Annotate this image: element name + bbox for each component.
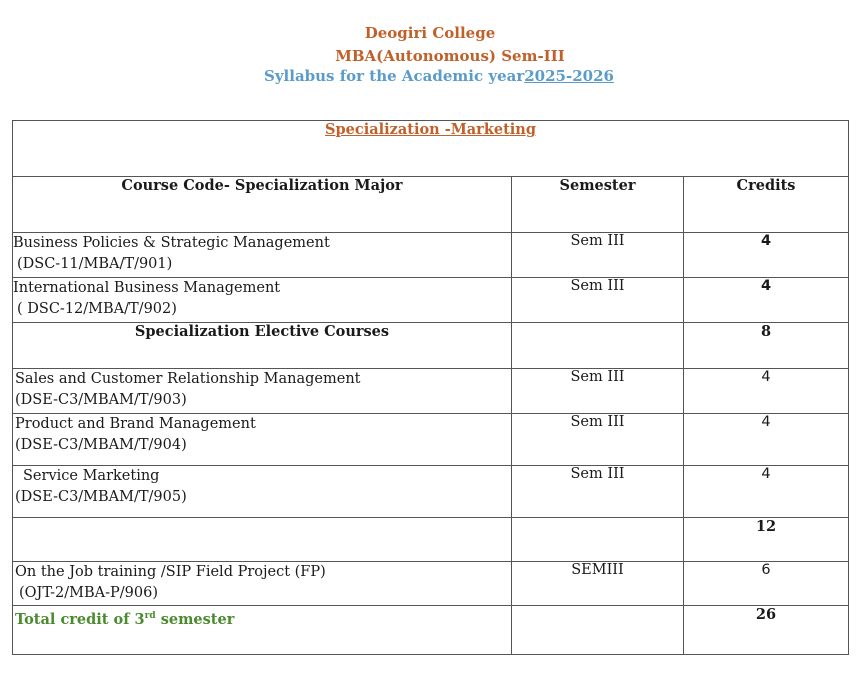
subtotal-credits: 12 <box>684 518 849 562</box>
course-code: (DSE-C3/MBAM/T/903) <box>15 392 187 408</box>
semester-cell: Sem III <box>512 233 684 278</box>
course-cell <box>13 466 512 518</box>
total-credit-label: Total credit of 3rd semester <box>15 610 235 628</box>
total-credits: 26 <box>684 606 849 655</box>
credits-cell: 4 <box>684 278 849 323</box>
training-row <box>13 562 849 606</box>
course-cell <box>13 414 512 466</box>
course-name: Product and Brand Management <box>15 416 256 432</box>
course-name: Business Policies & Strategic Management <box>13 235 330 251</box>
semester-cell: Sem III <box>512 278 684 323</box>
specialization-title: Specialization -Marketing <box>325 121 536 138</box>
course-code: (DSE-C3/MBAM/T/905) <box>15 489 187 505</box>
credits-cell: 4 <box>684 233 849 278</box>
credits-cell: 4 <box>684 369 849 414</box>
semester-cell: Sem III <box>512 466 684 518</box>
college-name: Deogiri College <box>364 24 496 42</box>
table-row <box>13 414 849 466</box>
specialization-row <box>13 121 849 177</box>
syllabus-table <box>12 120 849 655</box>
elective-heading-row <box>13 323 849 369</box>
table-row <box>13 369 849 414</box>
elective-heading: Specialization Elective Courses <box>13 323 512 369</box>
semester-cell: Sem III <box>512 414 684 466</box>
course-code: (DSE-C3/MBAM/T/904) <box>15 437 187 453</box>
credits-cell: 6 <box>684 562 849 606</box>
semester-cell: Sem III <box>512 369 684 414</box>
course-code: (OJT-2/MBA-P/906) <box>19 585 159 601</box>
table-row <box>13 233 849 278</box>
credits-cell: 4 <box>684 414 849 466</box>
course-cell <box>13 562 512 606</box>
course-name: Service Marketing <box>23 468 160 484</box>
program-title: MBA(Autonomous) Sem-III <box>335 47 565 65</box>
table-row <box>13 466 849 518</box>
elective-heading-credits: 8 <box>684 323 849 369</box>
column-header-row <box>13 177 849 233</box>
credits-cell: 4 <box>684 466 849 518</box>
syllabus-line <box>0 67 860 85</box>
subtotal-row <box>13 518 849 562</box>
syllabus-prefix: Syllabus for the Academic year <box>264 67 525 85</box>
col-semester-header: Semester <box>512 177 684 233</box>
course-code: ( DSC-12/MBA/T/902) <box>17 301 177 317</box>
table-row <box>13 278 849 323</box>
course-code: (DSC-11/MBA/T/901) <box>17 256 173 272</box>
course-cell <box>13 369 512 414</box>
semester-cell: SEMIII <box>512 562 684 606</box>
course-name: International Business Management <box>13 280 281 296</box>
col-credits-header: Credits <box>684 177 849 233</box>
course-name: Sales and Customer Relationship Management <box>15 371 361 387</box>
col-course-header: Course Code- Specialization Major <box>13 177 512 233</box>
course-cell <box>13 278 512 323</box>
course-name: On the Job training /SIP Field Project (FP) <box>15 564 326 580</box>
total-row <box>13 606 849 655</box>
academic-year: 2025-2026 <box>524 67 614 85</box>
course-cell <box>13 233 512 278</box>
